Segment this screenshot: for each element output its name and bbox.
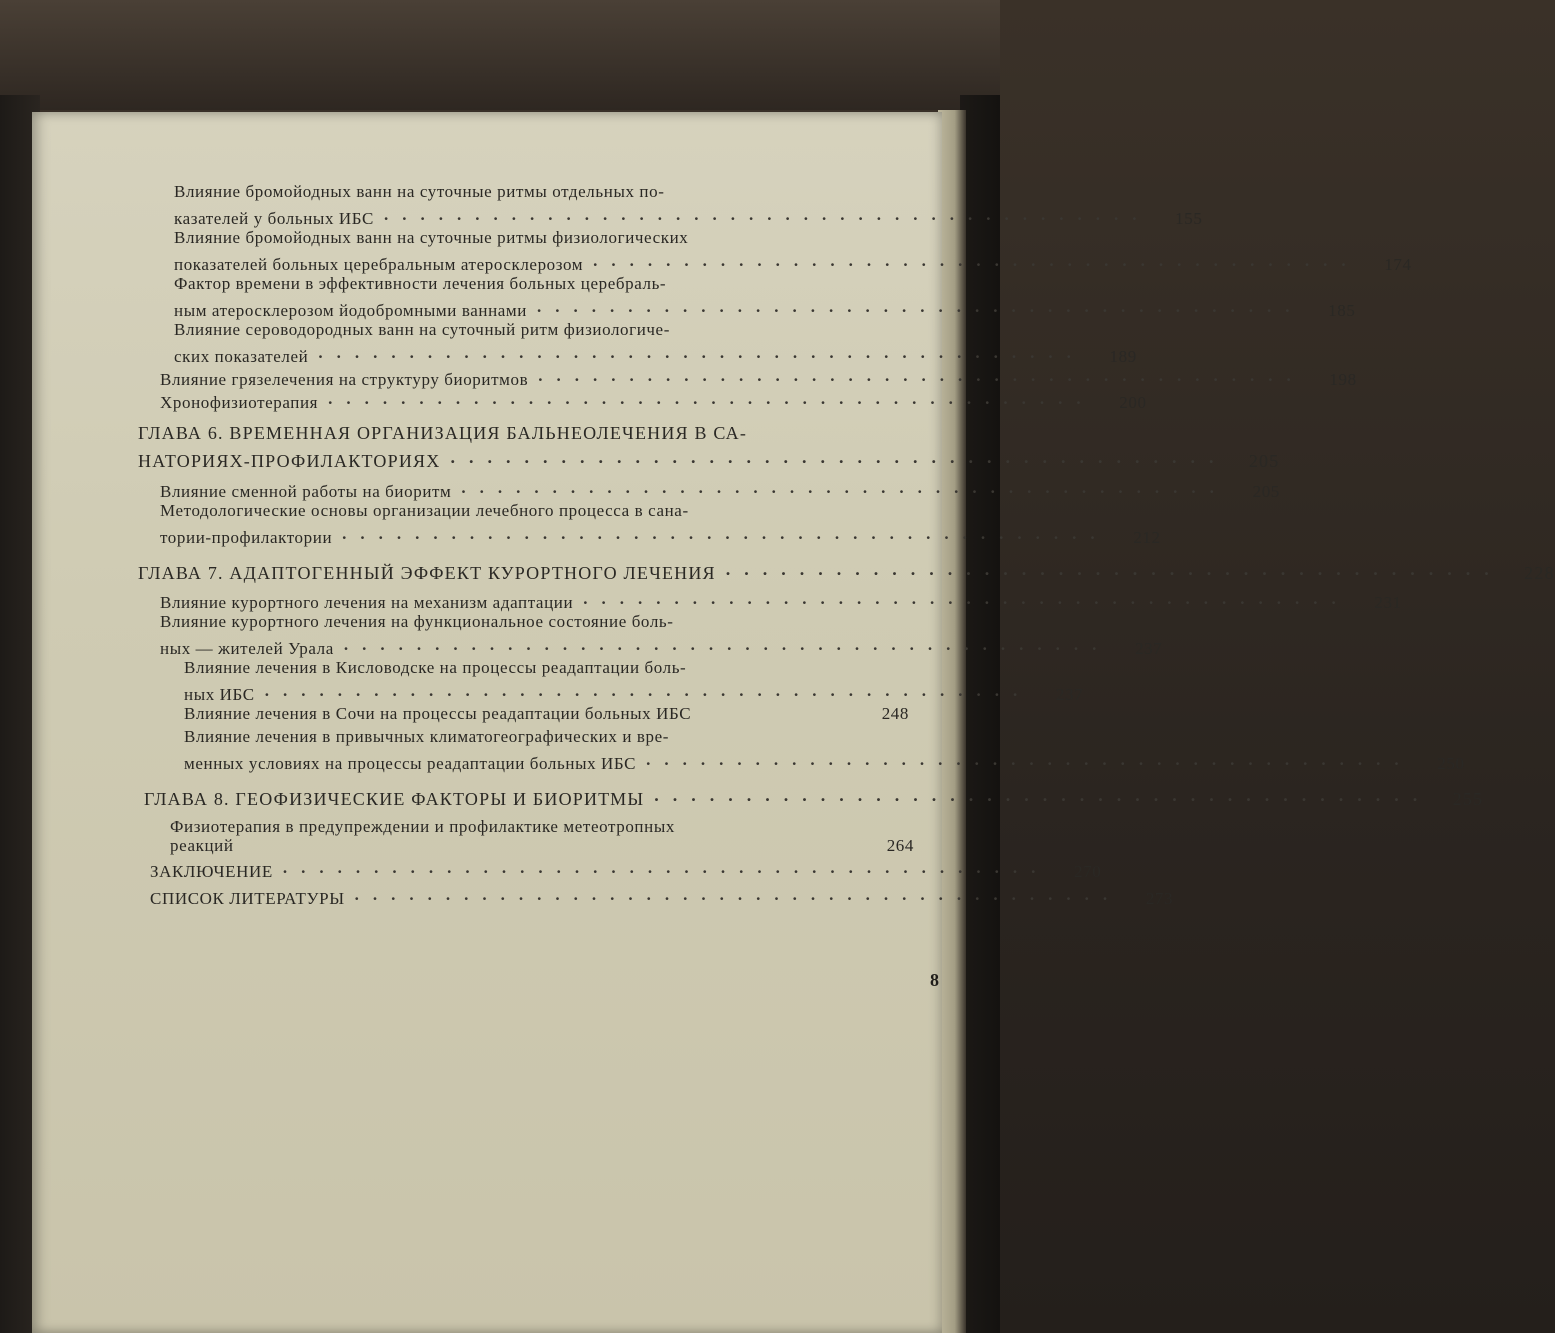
toc-entry-text: Влияние бромойодных ванн на суточные ритмы отдельных по-	[174, 182, 665, 201]
toc-entry-text: Влияние сероводородных ванн на суточный ритм физиологиче-	[174, 320, 670, 339]
chapter-heading: ГЛАВА 6. ВРЕМЕННАЯ ОРГАНИЗАЦИЯ БАЛЬНЕОЛЕЧЕНИЯ В СА-	[138, 423, 748, 443]
toc-entry-text: Методологические основы организации лечебного процесса в сана-	[160, 501, 689, 520]
leader-dots: ..........................................	[264, 681, 1032, 700]
toc-entry	[138, 558, 1555, 585]
leader-dots: ..........................................	[343, 635, 1111, 654]
toc-entry-text: Влияние лечения в Сочи на процессы реадаптации больных ИБС	[184, 704, 692, 723]
page-number: 198	[1329, 370, 1357, 389]
page-number: 231	[1374, 593, 1402, 612]
toc-entry-text: тории-профилактории	[160, 528, 333, 547]
toc-entry-text: Физиотерапия в предупреждении и профилактике метеотропных	[170, 817, 675, 836]
leader-dots: ..........................................	[282, 858, 1050, 877]
leader-dots: ..........................................	[538, 366, 1305, 385]
toc-entry-text: ЗАКЛЮЧЕНИЕ	[150, 862, 273, 881]
leader-dots: ..........................................	[646, 750, 1413, 769]
toc-entry-text: Хронофизиотерапия	[160, 393, 319, 412]
page-number: 174	[1384, 255, 1412, 274]
book-cover-right	[960, 95, 1000, 1333]
page-stack-edge	[938, 110, 966, 1333]
table-of-contents	[32, 112, 1555, 1333]
page-number: 212	[1133, 528, 1161, 547]
toc-entry-text: ных — жителей Урала	[160, 639, 334, 658]
toc-entry	[150, 883, 1174, 910]
toc-entry-text: Влияние бромойодных ванн на суточные ритмы физиологических	[174, 228, 689, 247]
leader-dots: ..........................................	[318, 343, 1085, 362]
toc-entry	[184, 702, 909, 725]
page-number: 189	[1109, 347, 1137, 366]
page-number: 237	[1135, 639, 1163, 658]
toc-entry-text: Влияние курортного лечения на механизм адаптации	[160, 593, 574, 612]
toc-entry	[170, 834, 914, 857]
toc-entry	[184, 748, 1465, 775]
leader-dots: ..........................................	[354, 885, 1122, 904]
leader-dots: ..........................................	[725, 559, 1503, 579]
book-page	[32, 112, 1555, 1333]
chapter-heading: ГЛАВА 7. АДАПТОГЕННЫЙ ЭФФЕКТ КУРОРТНОГО ЛЕЧЕНИЯ	[138, 563, 716, 583]
page-number: 248	[881, 704, 909, 723]
toc-entry-text: Фактор времени в эффективности лечения больных церебраль-	[174, 274, 667, 293]
toc-entry	[138, 446, 1280, 473]
toc-entry-text: реакций	[170, 836, 234, 855]
toc-entry-text: ских показателей	[174, 347, 309, 366]
page-number: 273	[1145, 889, 1174, 908]
leader-dots: ..........................................	[383, 205, 1151, 224]
leader-dots: ..........................................	[654, 785, 1432, 805]
page-number: 228	[1524, 563, 1555, 583]
page-number: 200	[1119, 393, 1147, 412]
leader-dots: ..........................................	[583, 589, 1350, 608]
leader-dots: ..........................................	[450, 447, 1228, 467]
leader-dots: ..........................................	[328, 389, 1095, 408]
chapter-heading: ГЛАВА 8. ГЕОФИЗИЧЕСКИЕ ФАКТОРЫ И БИОРИТМЫ	[144, 789, 645, 809]
toc-entry-text: ных ИБС	[184, 685, 255, 704]
page-number: 185	[1328, 301, 1356, 320]
leader-dots: ..........................................	[461, 478, 1228, 497]
toc-entry	[150, 856, 1102, 883]
toc-entry	[160, 387, 1147, 414]
leader-dots: ..........................................	[342, 524, 1109, 543]
toc-entry-text: Влияние сменной работы на биоритм	[160, 482, 452, 501]
page-number: 237	[1055, 685, 1084, 704]
toc-entry-text: менных условиях на процессы реадаптации больных ИБС	[184, 754, 637, 773]
background	[0, 0, 1000, 110]
leader-dots: ..........................................	[536, 297, 1304, 316]
chapter-heading: НАТОРИЯХ-ПРОФИЛАКТОРИЯХ	[138, 451, 441, 471]
toc-entry	[160, 522, 1161, 549]
toc-entry-text: ным атеросклерозом йодобромными ваннами	[174, 301, 527, 320]
page-number: 205	[1252, 482, 1280, 501]
page-number: 255	[1452, 789, 1484, 809]
edge-page-mark: 8	[930, 970, 939, 990]
page-number: 270	[1074, 862, 1102, 881]
toc-entry-text: СПИСОК ЛИТЕРАТУРЫ	[150, 889, 345, 908]
toc-entry-text: Влияние курортного лечения на функциональное состояние боль-	[160, 612, 674, 631]
toc-entry-text: казателей у больных ИБС	[174, 209, 374, 228]
toc-entry-text: Влияние грязелечения на структуру биоритмов	[160, 370, 529, 389]
page-number: 264	[886, 836, 914, 855]
page-number: 155	[1175, 209, 1203, 228]
toc-entry	[144, 784, 1484, 811]
page-number: 205	[1248, 451, 1280, 471]
toc-entry-text: показателей больных церебральным атеросклерозом	[174, 255, 584, 274]
toc-entry-text: Влияние лечения в привычных климатогеографических и вре-	[184, 727, 670, 746]
toc-entry-text: Влияние лечения в Кисловодске на процессы реадаптации боль-	[184, 658, 687, 677]
page-number: 250	[1437, 754, 1465, 773]
leader-dots: ..........................................	[593, 251, 1360, 270]
